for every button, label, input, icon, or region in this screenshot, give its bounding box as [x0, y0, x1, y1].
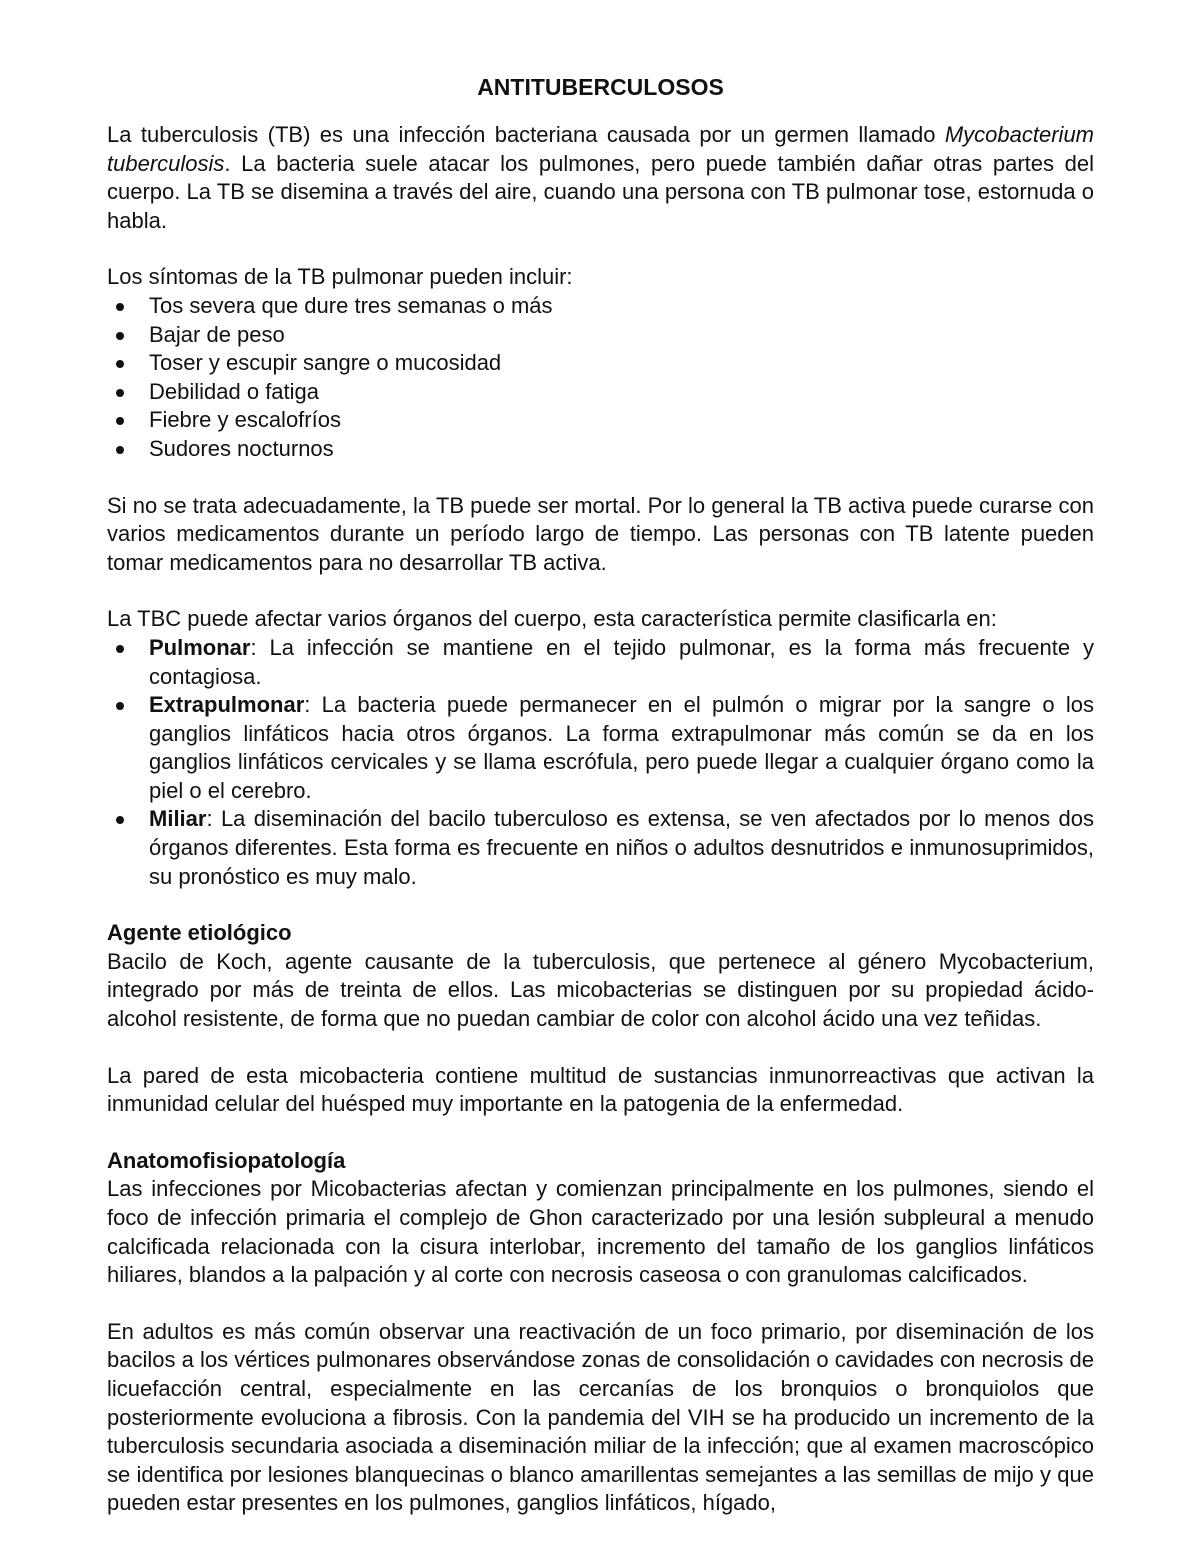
symptoms-lead: Los síntomas de la TB pulmonar pueden incluir:: [107, 264, 573, 290]
list-item: [107, 634, 1094, 691]
intro-italic-term: Mycobacterium tuberculosis: [107, 122, 1094, 176]
agent-paragraph-1: Bacilo de Koch, agente causante de la tuberculosis, que pertenece al género Mycobacterium, integrado por más de treinta de ellos. Las micobacterias se distinguen por su propiedad ácido-alcohol resistente, de forma que no puedan cambiar de color con alcohol ácido una vez teñidas.: [107, 948, 1094, 1032]
classification-text: : La diseminación del bacilo tuberculoso es extensa, se ven afectados por lo menos dos órganos diferentes. Esta forma es frecuente en niños o adultos desnutridos e inmunosuprimidos, su pronóstico es muy malo.: [149, 806, 1094, 889]
anatomy-heading: Anatomofisiopatología: [107, 1147, 346, 1173]
agent-paragraph-2: La pared de esta micobacteria contiene multitud de sustancias inmunorreactivas que activan la inmunidad celular del huésped muy importante en la patogenia de la enfermedad.: [107, 1062, 1094, 1117]
intro-text-after: . La bacteria suele atacar los pulmones, pero puede también dañar otras partes del cuerpo. La TB se disemina a través del aire, cuando una persona con TB pulmonar tose, estornuda o habla.: [107, 150, 1094, 233]
classification-term: Extrapulmonar: [149, 692, 305, 718]
list-item: Bajar de peso: [107, 321, 1094, 350]
list-item: Sudores nocturnos: [107, 435, 1094, 464]
classification-list: [107, 634, 1094, 891]
document-page: [107, 70, 1094, 1518]
classification-text: : La infección se mantiene en el tejido pulmonar, es la forma más frecuente y contagiosa.: [149, 634, 1094, 689]
symptoms-list: [107, 292, 1094, 464]
agent-heading: Agente etiológico: [107, 920, 292, 946]
list-item: Debilidad o fatiga: [107, 378, 1094, 407]
list-item: [107, 691, 1094, 805]
list-item: Fiebre y escalofríos: [107, 406, 1094, 435]
classification-term: Miliar: [149, 806, 207, 832]
classification-lead: La TBC puede afectar varios órganos del cuerpo, esta característica permite clasificarla en:: [107, 606, 997, 632]
document-title: ANTITUBERCULOSOS: [477, 74, 724, 100]
anatomy-paragraph-1: Las infecciones por Micobacterias afectan y comienzan principalmente en los pulmones, siendo el foco de infección primaria el complejo de Ghon caracterizado por una lesión subpleural a menudo calcificada relacionada con la cisura interlobar, incremento del tamaño de los ganglios linfáticos hiliares, blandos a la palpación y al corte con necrosis caseosa o con granulomas calcificados.: [107, 1176, 1094, 1288]
list-item: [107, 805, 1094, 891]
classification-term: Pulmonar: [149, 634, 251, 660]
intro-paragraph: [107, 121, 1094, 235]
classification-text: : La bacteria puede permanecer en el pulmón o migrar por la sangre o los ganglios linfáticos hacia otros órganos. La forma extrapulmonar más común se da en los ganglios linfáticos cervicales y se llama escrófula, pero puede llegar a cualquier órgano como la piel o el cerebro.: [149, 692, 1094, 803]
treatment-paragraph: Si no se trata adecuadamente, la TB puede ser mortal. Por lo general la TB activa puede curarse con varios medicamentos durante un período largo de tiempo. Las personas con TB latente pueden tomar medicamentos para no desarrollar TB activa.: [107, 492, 1094, 575]
anatomy-paragraph-2: En adultos es más común observar una reactivación de un foco primario, por diseminación de los bacilos a los vértices pulmonares observándose zonas de consolidación o cavidades con necrosis de licuefacción central, especialmente en las cercanías de los bronquios o bronquiolos que posteriormente evoluciona a fibrosis. Con la pandemia del VIH se ha producido un incremento de la tuberculosis secundaria asociada a diseminación miliar de la infección; que al examen macroscópico se identifica por lesiones blanquecinas o blanco amarillentas semejantes a las semillas de mijo y que pueden estar presentes en los pulmones, ganglios linfáticos, hígado,: [107, 1318, 1094, 1516]
list-item: Tos severa que dure tres semanas o más: [107, 292, 1094, 321]
list-item: Toser y escupir sangre o mucosidad: [107, 349, 1094, 378]
intro-text-before: La tuberculosis (TB) es una infección bacteriana causada por un germen llamado: [107, 122, 945, 147]
